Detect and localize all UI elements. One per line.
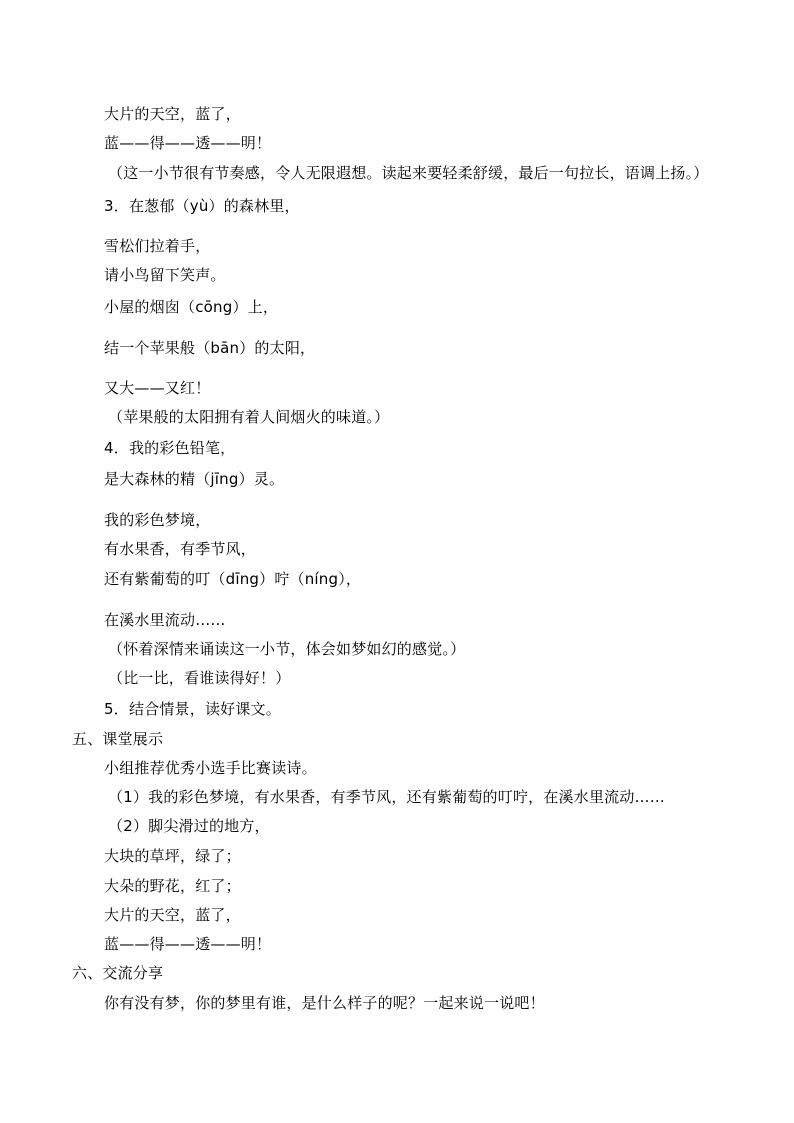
reading-note: （怀着深情来诵读这一小节，体会如梦如幻的感觉。） (108, 640, 466, 658)
poem-line: 蓝——得——透——明！ (104, 134, 272, 152)
section-heading: 五、课堂展示 (72, 730, 164, 748)
poem-line: 请小鸟留下笑声。 (104, 266, 226, 284)
poem-line: 大片的天空，蓝了， (104, 105, 241, 123)
poem-line: 在溪水里流动…… (104, 611, 226, 629)
poem-line: 还有紫葡萄的叮（dīng）咛（níng）， (104, 570, 362, 588)
paragraph: 你有没有梦，你的梦里有谁，是什么样子的呢？一起来说一说吧！ (104, 994, 545, 1012)
section-heading: 六、交流分享 (72, 964, 164, 982)
poem-line: 有水果香，有季节风， (104, 540, 257, 558)
poem-line: 大片的天空，蓝了， (104, 906, 241, 924)
poem-line: 我的彩色梦境， (104, 511, 211, 529)
poem-line: 大朵的野花，红了； (104, 877, 241, 895)
poem-line: 是大森林的精（jīng）灵。 (104, 470, 285, 488)
poem-line: 又大——又红！ (104, 379, 211, 397)
list-item: （2）脚尖滑过的地方， (108, 817, 270, 835)
numbered-item: 5．结合情景，读好课文。 (104, 700, 281, 718)
poem-line: 小屋的烟囱（cōng）上， (104, 298, 279, 316)
reading-note: （苹果般的太阳拥有着人间烟火的味道。） (108, 408, 390, 426)
poem-line: 蓝——得——透——明！ (104, 935, 272, 953)
numbered-item: 3．在葱郁（yù）的森林里， (104, 197, 300, 215)
reading-note: （比一比，看谁读得好！） (108, 669, 291, 687)
poem-line: 大块的草坪，绿了； (104, 847, 241, 865)
poem-line: 结一个苹果般（bān）的太阳， (104, 339, 316, 357)
paragraph: 小组推荐优秀小选手比赛读诗。 (104, 759, 317, 777)
reading-note: （这一小节很有节奏感，令人无限遐想。读起来要轻柔舒缓，最后一句拉长，语调上扬。） (108, 164, 709, 182)
numbered-item: 4．我的彩色铅笔， (104, 439, 236, 457)
list-item: （1）我的彩色梦境，有水果香，有季节风，还有紫葡萄的叮咛，在溪水里流动…… (108, 788, 665, 806)
poem-line: 雪松们拉着手， (104, 237, 211, 255)
